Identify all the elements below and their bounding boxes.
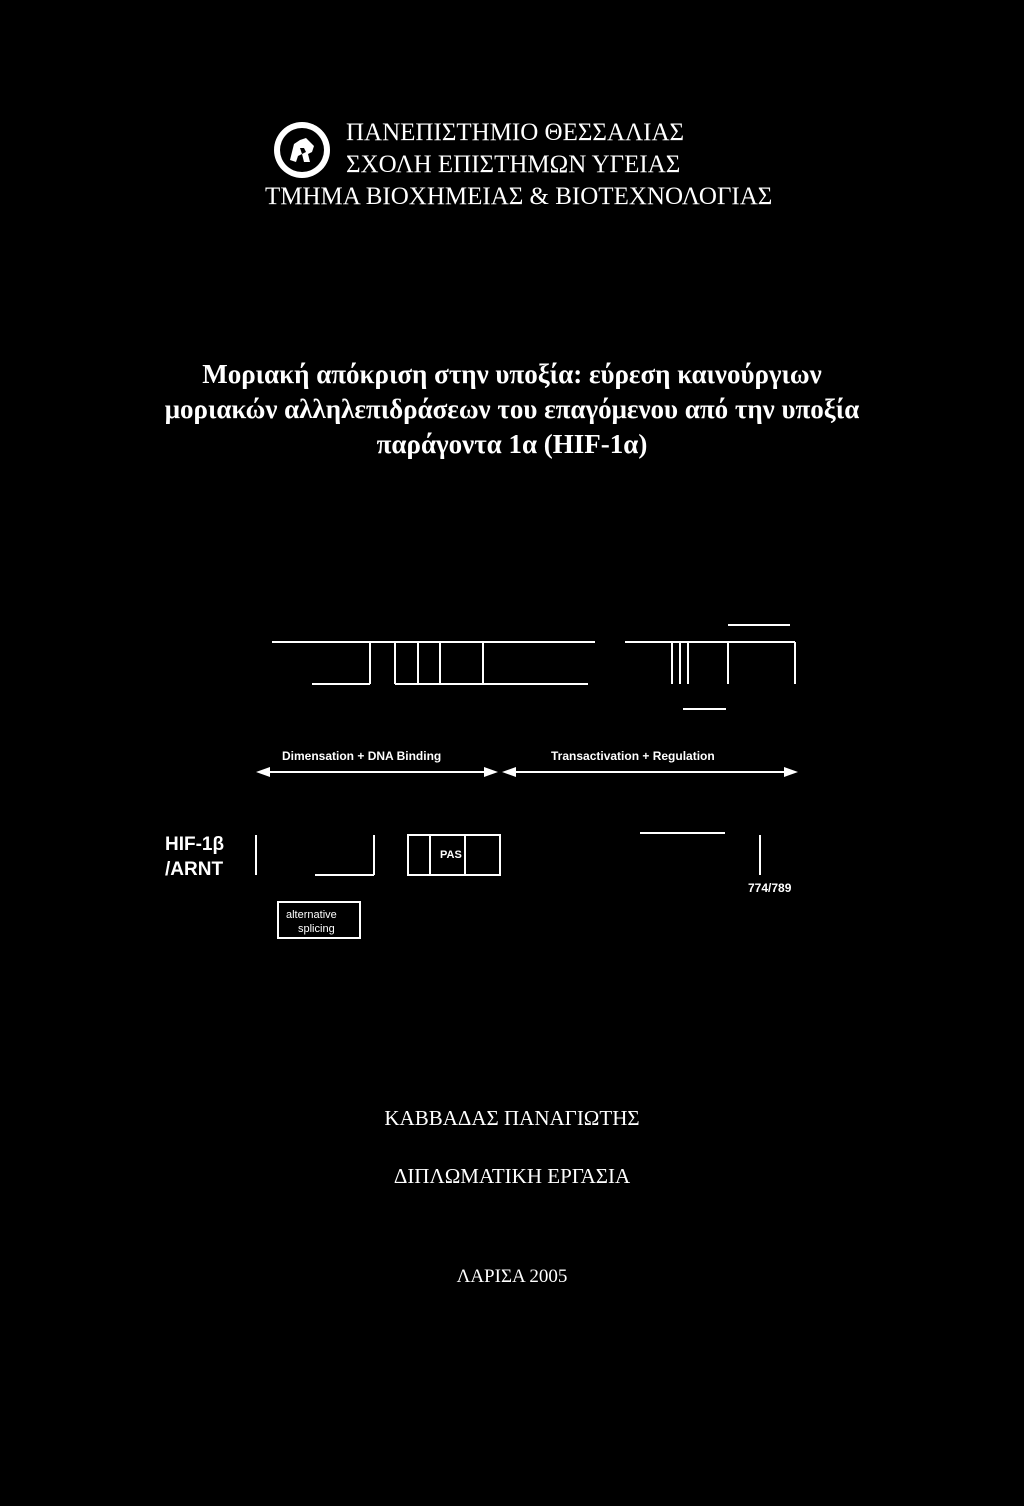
school-name: ΣΧΟΛΗ ΕΠΙΣΤΗΜΩΝ ΥΓΕΙΑΣ [346, 151, 681, 178]
department-name: ΤΜΗΜΑ ΒΙΟΧΗΜΕΙΑΣ & ΒΙΟΤΕΧΝΟΛΟΓΙΑΣ [265, 183, 773, 210]
sequence-length-label: 774/789 [748, 881, 792, 895]
university-seal-icon [270, 118, 334, 182]
protein-name-line-2: /ARNT [165, 859, 224, 880]
dimerisation-dna-binding-label: Dimensation + DNA Binding [282, 749, 442, 763]
transactivation-regulation-label: Transactivation + Regulation [551, 749, 715, 763]
university-name: ΠΑΝΕΠΙΣΤΗΜΙΟ ΘΕΣΣΑΛΙΑΣ [346, 119, 685, 146]
alternative-splicing-line-2: splicing [298, 923, 335, 935]
thesis-title-line-2: μοριακών αλληλεπιδράσεων του επαγόμενου από την υποξία [164, 394, 860, 424]
place-and-year: ΛΑΡΙΣΑ 2005 [456, 1266, 568, 1287]
author-name: ΚΑΒΒΑΔΑΣ ΠΑΝΑΓΙΩΤΗΣ [384, 1106, 640, 1130]
domain-diagram [0, 600, 1024, 960]
thesis-title-line-3: παράγοντα 1α (HIF-1α) [376, 429, 648, 459]
work-type: ΔΙΠΛΩΜΑΤΙΚΗ ΕΡΓΑΣΙΑ [393, 1164, 631, 1188]
alternative-splicing-line-1: alternative [286, 909, 337, 921]
pas-domain-label: PAS [440, 849, 462, 861]
thesis-title-line-1: Μοριακή απόκριση στην υποξία: εύρεση καινούργιων [202, 359, 822, 389]
protein-name-line-1: HIF-1β [165, 834, 225, 855]
